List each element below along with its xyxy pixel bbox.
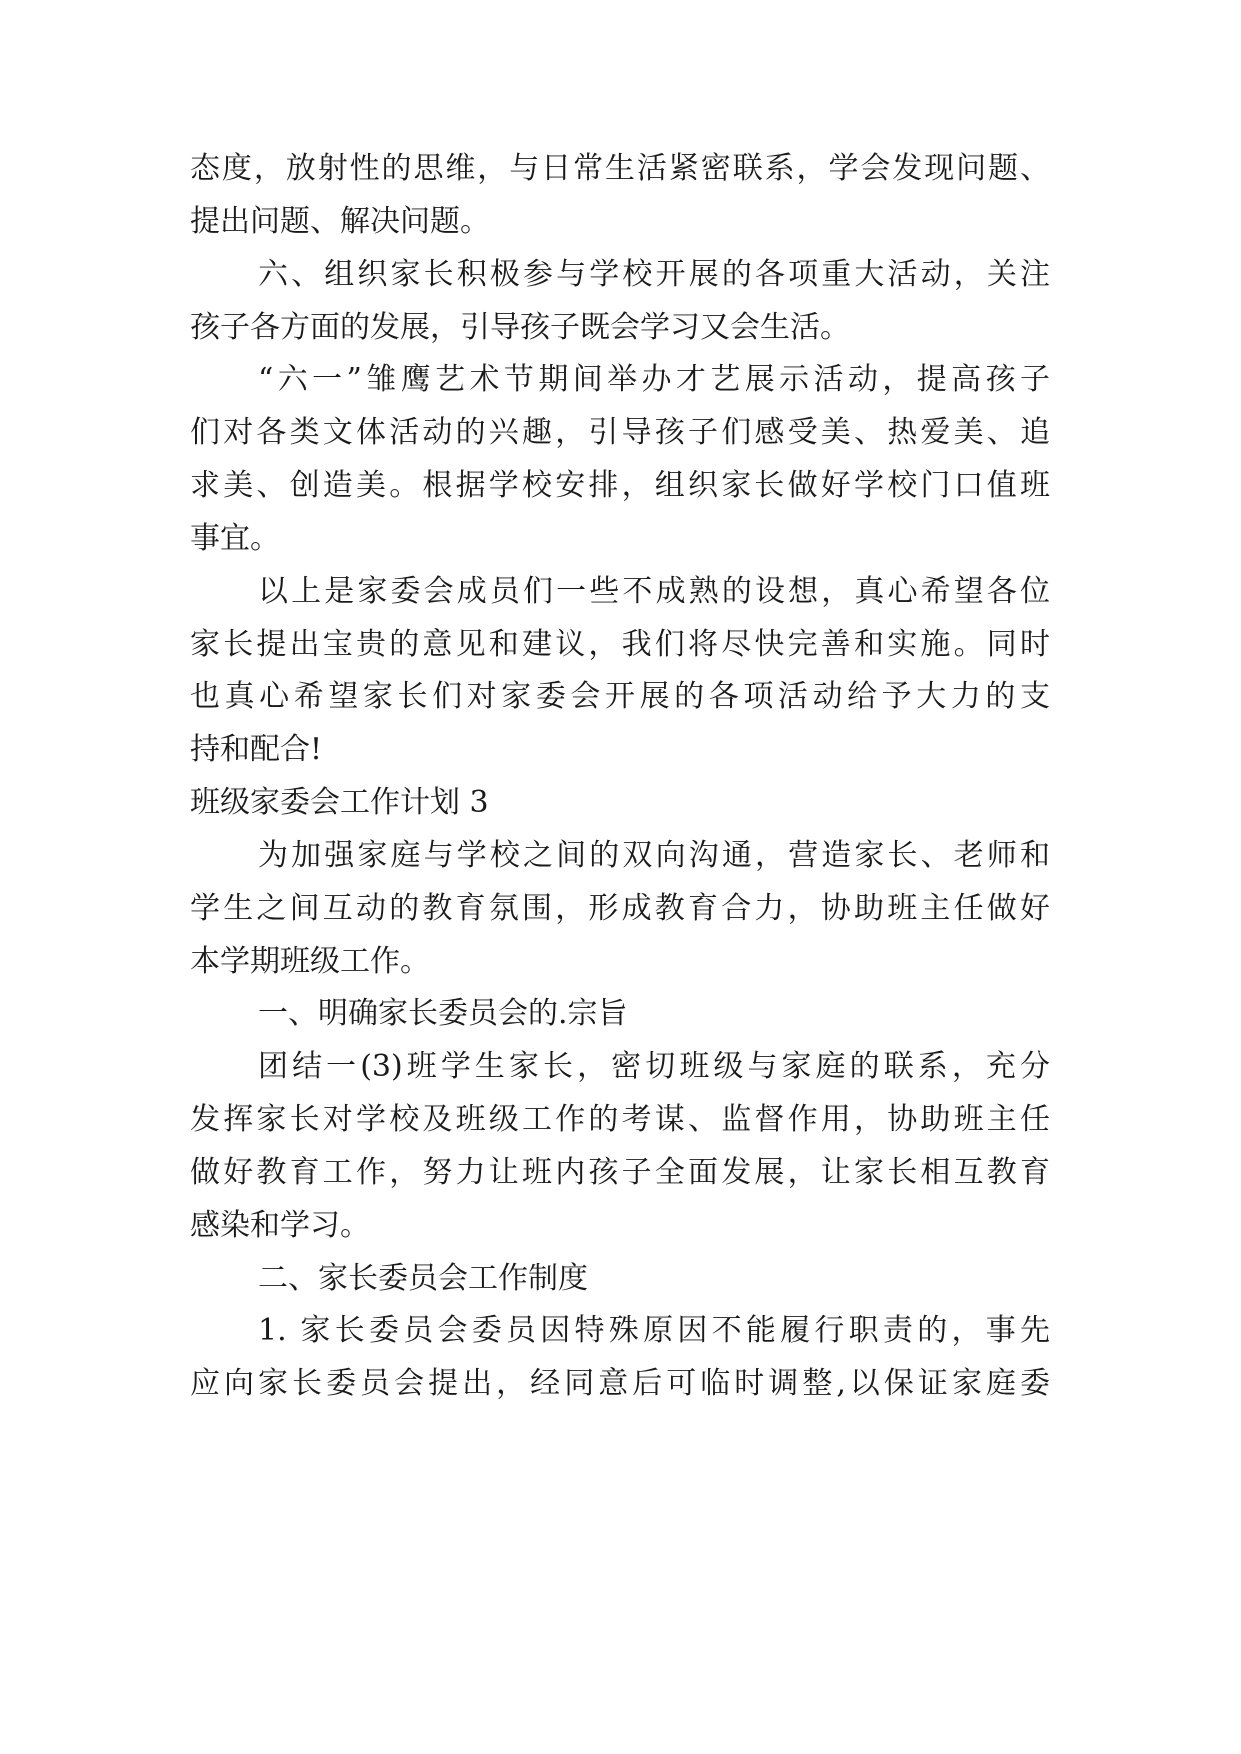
text-line: 提出问题、解决问题。: [190, 204, 490, 239]
text-line: 发挥家长对学校及班级工作的考谋、监督作用，协助班主任: [190, 1102, 1050, 1137]
text-line: 感染和学习。: [190, 1208, 370, 1243]
text-line: 家长提出宝贵的意见和建议，我们将尽快完善和实施。同时: [190, 627, 1050, 662]
text-line: 1. 家长委员会委员因特殊原因不能履行职责的，事先: [258, 1313, 1050, 1348]
text-line: 求美、创造美。根据学校安排，组织家长做好学校门口值班: [190, 468, 1050, 503]
text-line: 也真心希望家长们对家委会开展的各项活动给予大力的支: [190, 679, 1050, 714]
text-line: 学生之间互动的教育氛围，形成教育合力，协助班主任做好: [190, 891, 1050, 926]
text-line: 事宜。: [190, 521, 280, 556]
text-line: 本学期班级工作。: [190, 944, 430, 979]
text-line: 持和配合!: [190, 732, 323, 767]
text-line: 孩子各方面的发展，引导孩子既会学习又会生活。: [190, 310, 850, 345]
text-line: 们对各类文体活动的兴趣，引导孩子们感受美、热爱美、追: [190, 415, 1050, 450]
text-line: 六、组织家长积极参与学校开展的各项重大活动，关注: [258, 257, 1050, 292]
subsection-heading: 一、明确家长委员会的.宗旨: [258, 996, 628, 1031]
subsection-heading: 二、家长委员会工作制度: [258, 1261, 588, 1296]
text-line: “六一”雏鹰艺术节期间举办才艺展示活动，提高孩子: [258, 362, 1050, 397]
text-line: 态度，放射性的思维，与日常生活紧密联系，学会发现问题、: [190, 151, 1050, 186]
text-line: 为加强家庭与学校之间的双向沟通，营造家长、老师和: [258, 838, 1050, 873]
text-line: 应向家长委员会提出，经同意后可临时调整,以保证家庭委: [190, 1366, 1050, 1401]
text-line: 以上是家委会成员们一些不成熟的设想，真心希望各位: [258, 574, 1050, 609]
text-line: 团结一(3)班学生家长，密切班级与家庭的联系，充分: [258, 1049, 1050, 1084]
text-line: 做好教育工作，努力让班内孩子全面发展，让家长相互教育: [190, 1155, 1050, 1190]
section-heading: 班级家委会工作计划 3: [190, 785, 489, 820]
